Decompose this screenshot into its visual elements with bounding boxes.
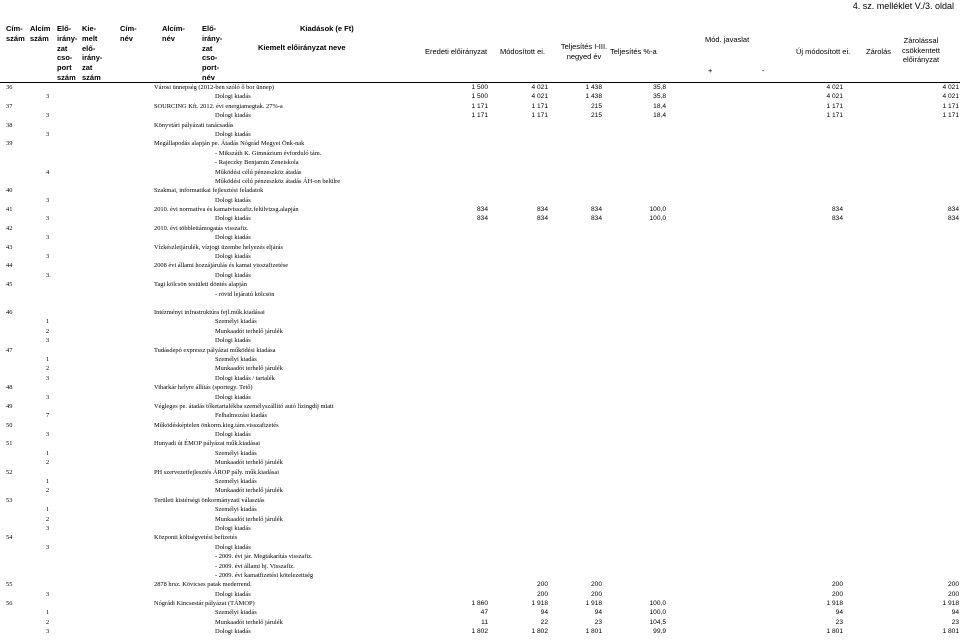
cell-zarolassal: 4 021 — [942, 93, 959, 101]
cell-alcim-szam: 3 — [46, 431, 50, 439]
cell-teljesites: 200 — [590, 581, 602, 589]
cell-uj-modositott: 1 171 — [826, 102, 843, 110]
cell-name: Könyvtári pályázati tanácsadás — [154, 121, 234, 129]
cell-teljesites: 215 — [590, 102, 602, 110]
cell-alcim-szam: 1 — [46, 318, 50, 326]
cell-name: Dologi kiadás — [215, 93, 251, 101]
cell-name: Munkaadót terhelő járulék — [215, 459, 283, 467]
cell-name: Dologi kiadás — [215, 271, 251, 279]
header-cim-nev: Cím- név — [120, 24, 137, 43]
table-row — [0, 627, 960, 636]
cell-uj-modositott: 1 918 — [826, 600, 843, 608]
cell-alcim-szam: 3 — [46, 215, 50, 223]
header-eloiranyzat-csoport-szam: Elő- irány- zat cso- port szám — [57, 24, 78, 82]
page-reference: 4. sz. melléklet V./3. oldal — [852, 1, 954, 11]
cell-teljesites: 23 — [594, 618, 602, 626]
cell-cim-szam: 43 — [6, 243, 13, 251]
table-row — [0, 346, 960, 355]
cell-cim-szam: 55 — [6, 581, 13, 589]
cell-name: Munkaadót terhelő járulék — [215, 327, 283, 335]
header-modositott: Módosított ei. — [500, 47, 546, 56]
header-eloiranyzat-csoport-nev: Elő- irány- zat cso- port- név — [202, 24, 223, 82]
table-row — [0, 458, 960, 467]
cell-name: - 2009. évi jár. Megtakarítás visszafiz. — [215, 553, 313, 561]
cell-cim-szam: 38 — [6, 121, 13, 129]
table-row — [0, 121, 960, 130]
cell-name: Működésképtelen önkorm.kieg.tám.visszafizetés — [154, 421, 279, 429]
cell-eredeti: 834 — [476, 215, 488, 223]
cell-name: Végleges pe. átadás tőketartalékba személyszállító autó lízingdíj miatt — [154, 402, 334, 410]
cell-cim-szam: 48 — [6, 384, 13, 392]
table-row — [0, 533, 960, 542]
table-row — [0, 421, 960, 430]
cell-cim-szam: 46 — [6, 308, 13, 316]
cell-name: Viharkár helyre állítás (sportegy. Tető) — [154, 384, 253, 392]
header-kiadasok: Kiadások (e Ft) — [300, 24, 354, 33]
table-row — [0, 177, 960, 186]
header-zarolassal: Zárolással csökkentett előirányzat — [902, 36, 940, 64]
cell-eredeti: 1 860 — [471, 600, 488, 608]
cell-uj-modositott: 200 — [831, 590, 843, 598]
table-row — [0, 196, 960, 205]
table-row — [0, 299, 960, 308]
cell-modositott: 200 — [536, 590, 548, 598]
table-row — [0, 252, 960, 261]
cell-alcim-szam: 1 — [46, 478, 50, 486]
cell-cim-szam: 56 — [6, 600, 13, 608]
cell-eredeti: 1 500 — [471, 93, 488, 101]
cell-name: Dologi kiadás — [215, 234, 251, 242]
cell-teljesites: 200 — [590, 590, 602, 598]
cell-alcim-szam: 3 — [46, 112, 50, 120]
cell-cim-szam: 44 — [6, 262, 13, 270]
cell-eredeti: 11 — [481, 618, 488, 626]
cell-uj-modositott: 23 — [835, 618, 843, 626]
table-row — [0, 186, 960, 195]
cell-name: 2010. évi normatíva és kamatvisszafiz.felülvizsg.alapján — [154, 206, 299, 214]
header-alcim-nev: Alcím- név — [162, 24, 185, 43]
cell-name: - 2009. évi állami hj. Visszafiz. — [215, 562, 295, 570]
cell-alcim-szam: 7 — [46, 412, 50, 420]
cell-name: Dologi kiadás — [215, 393, 251, 401]
table-row — [0, 214, 960, 223]
table-row — [0, 158, 960, 167]
header-kiemelt-nev: Kiemelt előirányzat neve — [258, 43, 346, 52]
cell-uj-modositott: 94 — [835, 609, 843, 617]
cell-name: Személyi kiadás — [215, 318, 257, 326]
cell-zarolassal: 834 — [947, 215, 959, 223]
cell-modositott: 4 021 — [531, 84, 548, 91]
cell-teljesites-pct: 100,0 — [649, 206, 666, 214]
cell-name: Dologi kiadás — [215, 431, 251, 439]
table-row — [0, 571, 960, 580]
table-row — [0, 496, 960, 505]
cell-cim-szam: 36 — [6, 84, 13, 91]
cell-name: Munkaadót terhelő járulék — [215, 515, 283, 523]
table-row — [0, 261, 960, 270]
cell-name: Személyi kiadás — [215, 355, 257, 363]
cell-name: Vízkészletjárulék, vízjogi üzembe helyezés eljárás — [154, 243, 283, 251]
cell-alcim-szam: 4 — [46, 168, 50, 176]
cell-name: SOURCING Kft. 2012. évi energiamegtak. 27%-a — [154, 102, 283, 110]
cell-teljesites-pct: 100,0 — [649, 609, 666, 617]
cell-name: Dologi kiadás — [215, 628, 251, 636]
table-row — [0, 411, 960, 420]
table-row — [0, 468, 960, 477]
cell-cim-szam: 42 — [6, 224, 13, 232]
table-row — [0, 599, 960, 608]
cell-cim-szam: 37 — [6, 102, 13, 110]
cell-name: 2008 évi állami hozzájárulás és kamat visszafizetése — [154, 262, 289, 270]
cell-cim-szam: 51 — [6, 440, 13, 448]
table-row — [0, 449, 960, 458]
cell-cim-szam: 53 — [6, 496, 13, 504]
table-row — [0, 608, 960, 617]
cell-cim-szam: 45 — [6, 281, 13, 289]
cell-modositott: 1 171 — [531, 102, 548, 110]
cell-name: Felhalmozási kiadás — [215, 412, 267, 420]
table-row — [0, 327, 960, 336]
cell-eredeti: 1 171 — [471, 102, 488, 110]
header-zarolas: Zárolás — [866, 47, 892, 56]
cell-name: Városi ünnepség (2012-ben szóló ő bor ünnep) — [154, 84, 274, 91]
cell-alcim-szam: 3 — [46, 196, 50, 204]
cell-alcim-szam: 2 — [46, 515, 50, 523]
cell-uj-modositott: 1 801 — [826, 628, 843, 636]
cell-teljesites-pct: 35,8 — [653, 93, 666, 101]
table-row — [0, 402, 960, 411]
cell-modositott: 834 — [536, 215, 548, 223]
cell-name: Munkaadót terhelő járulék — [215, 487, 283, 495]
cell-alcim-szam: 2 — [46, 487, 50, 495]
table-row — [0, 317, 960, 326]
cell-modositott: 22 — [540, 618, 548, 626]
cell-name: Dologi kiadás — [215, 196, 251, 204]
cell-uj-modositott: 834 — [831, 206, 843, 214]
table-row — [0, 308, 960, 317]
table-row — [0, 224, 960, 233]
cell-alcim-szam: 3 — [46, 130, 50, 138]
cell-name: Dologi kiadás — [215, 543, 251, 551]
cell-cim-szam: 47 — [6, 346, 13, 354]
cell-teljesites-pct: 99,9 — [653, 628, 666, 636]
cell-uj-modositott: 4 021 — [826, 93, 843, 101]
table-row — [0, 552, 960, 561]
cell-uj-modositott: 200 — [831, 581, 843, 589]
cell-zarolassal: 200 — [947, 581, 959, 589]
header-eredeti: Eredeti előirányzat — [425, 47, 488, 56]
cell-name: - rövid lejáratú kölcsön — [215, 290, 275, 298]
cell-teljesites: 215 — [590, 112, 602, 120]
cell-teljesites: 834 — [590, 206, 602, 214]
cell-cim-szam: 50 — [6, 421, 13, 429]
cell-name: Tagi kölcsön testületi döntés alapján — [154, 281, 247, 289]
cell-name: 2878 hrsz. Kövicses patak mederrend. — [154, 581, 252, 589]
cell-name: Dologi kiadás — [215, 590, 251, 598]
table-row — [0, 130, 960, 139]
cell-cim-szam: 41 — [6, 206, 13, 214]
cell-teljesites-pct: 18,4 — [653, 102, 666, 110]
cell-alcim-szam: 3 — [46, 234, 50, 242]
cell-zarolassal: 834 — [947, 206, 959, 214]
table-row — [0, 543, 960, 552]
header-uj-modositott: Új módosított ei. — [796, 47, 851, 56]
header-cim-szam: Cím- szám — [6, 24, 25, 43]
table-row — [0, 590, 960, 599]
table-row — [0, 290, 960, 299]
cell-zarolassal: 1 801 — [942, 628, 959, 636]
cell-name: Dologi kiadás — [215, 524, 251, 532]
cell-modositott: 94 — [540, 609, 548, 617]
cell-alcim-szam: 2 — [46, 459, 50, 467]
cell-name: Munkaadót terhelő járulék — [215, 365, 283, 373]
table-row — [0, 486, 960, 495]
header-alcim-szam: Alcím szám — [30, 24, 51, 43]
table-header — [0, 24, 960, 83]
cell-name: Dologi kiadás / tartalék — [215, 374, 275, 382]
table-row — [0, 139, 960, 148]
table-row — [0, 477, 960, 486]
cell-name: Személyi kiadás — [215, 449, 257, 457]
cell-eredeti: 1 500 — [471, 84, 488, 91]
cell-zarolassal: 1 171 — [942, 102, 959, 110]
cell-uj-modositott: 4 021 — [826, 84, 843, 91]
header-teljesites: Teljesítés I-III. negyed év — [560, 42, 608, 61]
cell-alcim-szam: 2 — [46, 327, 50, 335]
cell-teljesites-pct: 35,8 — [653, 84, 666, 91]
table-row — [0, 580, 960, 589]
table-row — [0, 205, 960, 214]
cell-uj-modositott: 834 — [831, 215, 843, 223]
cell-zarolassal: 1 918 — [942, 600, 959, 608]
cell-teljesites: 1 438 — [585, 84, 602, 91]
cell-name: Szakmai, informatikai fejlesztési feladatok — [154, 187, 264, 195]
table-row — [0, 92, 960, 101]
cell-modositott: 1 918 — [531, 600, 548, 608]
cell-name: 2010. évi többlettámogatás visszafiz. — [154, 224, 249, 232]
cell-name: Dologi kiadás — [215, 112, 251, 120]
cell-modositott: 200 — [536, 581, 548, 589]
header-mod-javaslat: Mód. javaslat — [705, 35, 750, 44]
cell-name: Működési célú pénzeszköz átadás — [215, 168, 302, 176]
cell-alcim-szam: 3 — [46, 374, 50, 382]
cell-modositott: 1 171 — [531, 112, 548, 120]
cell-alcim-szam: 3 — [46, 93, 50, 101]
table-row — [0, 383, 960, 392]
cell-alcim-szam: 1 — [46, 449, 50, 457]
cell-name: Tudásdepó expressz pályázat működési kiadása — [154, 346, 276, 354]
cell-name: Dologi kiadás — [215, 215, 251, 223]
cell-alcim-szam: 3 — [46, 524, 50, 532]
cell-teljesites-pct: 100,0 — [649, 600, 666, 608]
table-row — [0, 374, 960, 383]
table-row — [0, 168, 960, 177]
cell-name: Személyi kiadás — [215, 478, 257, 486]
table-row — [0, 336, 960, 345]
cell-zarolassal: 4 021 — [942, 84, 959, 91]
table-row — [0, 355, 960, 364]
header-plus: + — [708, 66, 713, 75]
cell-modositott: 834 — [536, 206, 548, 214]
table-row — [0, 364, 960, 373]
cell-name: Nógrádi Kincsestár pályázat (TÁMOP) — [154, 600, 255, 608]
cell-teljesites: 94 — [594, 609, 602, 617]
cell-eredeti: 47 — [480, 609, 488, 617]
cell-zarolassal: 200 — [947, 590, 959, 598]
table-row — [0, 149, 960, 158]
table-row — [0, 430, 960, 439]
table-row — [0, 102, 960, 111]
cell-alcim-szam: 2 — [46, 365, 50, 373]
table-row — [0, 243, 960, 252]
cell-cim-szam: 39 — [6, 140, 13, 148]
cell-name: Területi kistérségi önkormányzati választás — [154, 496, 265, 504]
table-row — [0, 505, 960, 514]
cell-alcim-szam: 1 — [46, 506, 50, 514]
cell-name: - Rajeczky Benjamin Zeneiskola — [215, 159, 299, 167]
cell-name: Dologi kiadás — [215, 337, 251, 345]
cell-teljesites: 834 — [590, 215, 602, 223]
cell-alcim-szam: 3 — [46, 337, 50, 345]
cell-name: Hunyadi út ÉMOP pályázat műk.kiadásai — [154, 440, 261, 448]
cell-teljesites-pct: 104,5 — [649, 618, 666, 626]
table-row — [0, 439, 960, 448]
cell-modositott: 1 802 — [531, 628, 548, 636]
cell-teljesites-pct: 18,4 — [653, 112, 666, 120]
cell-name: Személyi kiadás — [215, 506, 257, 514]
cell-alcim-szam: 1 — [46, 355, 50, 363]
cell-teljesites: 1 438 — [585, 93, 602, 101]
cell-alcim-szam: 3 — [46, 543, 50, 551]
table-row — [0, 515, 960, 524]
cell-zarolassal: 1 171 — [942, 112, 959, 120]
cell-cim-szam: 40 — [6, 187, 13, 195]
cell-name: PH szervezetfejlesztés ÁROP pály. műk.kiadásai — [154, 468, 279, 476]
cell-cim-szam: 54 — [6, 534, 13, 542]
cell-eredeti: 834 — [476, 206, 488, 214]
cell-zarolassal: 94 — [951, 609, 959, 617]
cell-name: Dologi kiadás — [215, 253, 251, 261]
cell-eredeti: 1 171 — [471, 112, 488, 120]
cell-zarolassal: 23 — [951, 618, 959, 626]
cell-name: Dologi kiadás — [215, 130, 251, 138]
cell-name: Megállapodás alapján pe. Átadás Nógrád Megyei Önk-nak — [154, 140, 305, 148]
cell-alcim-szam: 2 — [46, 618, 50, 626]
table-row — [0, 393, 960, 402]
cell-teljesites-pct: 100,0 — [649, 215, 666, 223]
header-minus: - — [762, 66, 765, 75]
header-teljesites-pct: Teljesítés %-a — [610, 47, 657, 56]
cell-name: Munkaadót terhelő járulék — [215, 618, 283, 626]
cell-name: - 2009. évi kamatfizetési kötelezettség — [215, 571, 314, 579]
table-body — [0, 83, 960, 637]
cell-cim-szam: 52 — [6, 468, 13, 476]
cell-teljesites: 1 918 — [585, 600, 602, 608]
table-row — [0, 280, 960, 289]
table-row — [0, 233, 960, 242]
table-row — [0, 111, 960, 120]
cell-eredeti: 1 802 — [471, 628, 488, 636]
cell-name: Intézményi infrastruktúra fejl.műk.kiadásai — [154, 308, 265, 316]
cell-alcim-szam: 3. — [46, 271, 51, 279]
table-row — [0, 562, 960, 571]
table-row — [0, 83, 960, 92]
cell-cim-szam: 49 — [6, 402, 13, 410]
cell-alcim-szam: 3 — [46, 393, 50, 401]
cell-modositott: 4 021 — [531, 93, 548, 101]
header-kiemelt-eloiranyzat-szam: Kie- melt elő- irány- zat szám — [82, 24, 103, 82]
table-row — [0, 271, 960, 280]
cell-name: Működési célú pénzeszköz átadás ÁH-on belülre — [215, 177, 341, 185]
cell-name: Személyi kiadás — [215, 609, 257, 617]
table-row — [0, 524, 960, 533]
cell-teljesites: 1 801 — [585, 628, 602, 636]
table-row — [0, 618, 960, 627]
cell-uj-modositott: 1 171 — [826, 112, 843, 120]
cell-name: Központi költségvetési befizetés — [154, 534, 238, 542]
cell-alcim-szam: 3 — [46, 628, 50, 636]
cell-alcim-szam: 3 — [46, 253, 50, 261]
cell-name: - Mikszáth K. Gimnázium évforduló tám. — [215, 149, 322, 157]
cell-alcim-szam: 1 — [46, 609, 50, 617]
cell-alcim-szam: 3 — [46, 590, 50, 598]
